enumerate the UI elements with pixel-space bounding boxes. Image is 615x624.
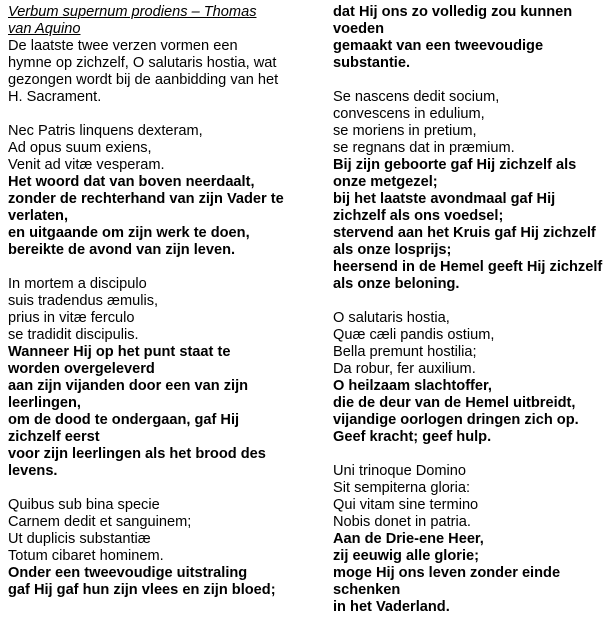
stanza-4-dutch [333, 157, 613, 293]
latin-line: se tradidit discipulis. [8, 327, 139, 343]
latin-line: Ad opus suum exiens, [8, 140, 152, 156]
dutch-line: gemaakt van een tweevoudige [333, 38, 544, 54]
latin-line: Bella premunt hostilia; [333, 344, 477, 360]
latin-line: Qui vitam sine termino [333, 497, 479, 513]
dutch-line: heersend in de Hemel geeft Hij zichzelf [333, 259, 603, 275]
dutch-line: zij eeuwig alle glorie; [333, 548, 479, 564]
latin-line: Uni trinoque Domino [333, 463, 467, 479]
latin-line: se regnans dat in præmium. [333, 140, 515, 156]
dutch-line: Onder een tweevoudige uitstraling [8, 565, 248, 581]
stanza-1-dutch [8, 174, 304, 259]
stanza-3-dutch-continued [333, 4, 613, 72]
latin-line: se moriens in pretium, [333, 123, 477, 139]
dutch-line: Aan de Drie-ene Heer, [333, 531, 484, 547]
intro-line: gezongen wordt bij de aanbidding van het [8, 72, 279, 88]
dutch-line: Wanneer Hij op het punt staat te [8, 344, 231, 360]
dutch-line: om de dood te ondergaan, gaf Hij [8, 412, 240, 428]
dutch-line: Geef kracht; geef hulp. [333, 429, 492, 445]
dutch-line: substantie. [333, 55, 411, 71]
title-line: van Aquino [8, 21, 81, 37]
stanza-5-dutch [333, 378, 613, 446]
intro-line: De laatste twee verzen vormen een [8, 38, 238, 54]
latin-line: Quæ cæli pandis ostium, [333, 327, 495, 343]
dutch-line: O heilzaam slachtoffer, [333, 378, 492, 394]
dutch-line: worden overgeleverd [8, 361, 155, 377]
dutch-line: stervend aan het Kruis gaf Hij zichzelf [333, 225, 596, 241]
stanza-2-latin [8, 276, 304, 344]
latin-line: Sit sempiterna gloria: [333, 480, 471, 496]
dutch-line: dat Hij ons zo volledig zou kunnen [333, 4, 573, 20]
right-column [333, 4, 613, 616]
dutch-line: gaf Hij gaf hun zijn vlees en zijn bloed; [8, 582, 276, 598]
stanza-6-dutch [333, 531, 613, 616]
stanza-5-latin [333, 310, 613, 378]
dutch-line: aan zijn vijanden door een van zijn [8, 378, 249, 394]
latin-line: Quibus sub bina specie [8, 497, 160, 513]
dutch-line: leerlingen, [8, 395, 81, 411]
latin-line: convescens in edulium, [333, 106, 485, 122]
latin-line: Nec Patris linquens dexteram, [8, 123, 203, 139]
dutch-line: als onze losprijs; [333, 242, 452, 258]
dutch-line: Het woord dat van boven neerdaalt, [8, 174, 255, 190]
dutch-line: zonder de rechterhand van zijn Vader te [8, 191, 284, 207]
title-line: Verbum supernum prodiens – Thomas [8, 4, 257, 20]
latin-line: Ut duplicis substantiæ [8, 531, 151, 547]
latin-line: Nobis donet in patria. [333, 514, 471, 530]
stanza-3-latin [8, 497, 304, 565]
dutch-line: bereikte de avond van zijn leven. [8, 242, 236, 258]
dutch-line: voor zijn leerlingen als het brood des [8, 446, 266, 462]
dutch-line: schenken [333, 582, 401, 598]
dutch-line: levens. [8, 463, 58, 479]
stanza-1-latin [8, 123, 304, 174]
dutch-line: zichzelf als ons voedsel; [333, 208, 504, 224]
dutch-line: bij het laatste avondmaal gaf Hij [333, 191, 556, 207]
intro-line: hymne op zichzelf, O salutaris hostia, wat [8, 55, 277, 71]
latin-line: prius in vitæ ferculo [8, 310, 135, 326]
dutch-line: en uitgaande om zijn werk te doen, [8, 225, 250, 241]
stanza-6-latin [333, 463, 613, 531]
stanza-2-dutch [8, 344, 304, 480]
dutch-line: die de deur van de Hemel uitbreidt, [333, 395, 576, 411]
dutch-line: verlaten, [8, 208, 69, 224]
latin-line: In mortem a discipulo [8, 276, 147, 292]
document-title [8, 4, 304, 38]
latin-line: Se nascens dedit socium, [333, 89, 500, 105]
stanza-4-latin [333, 89, 613, 157]
latin-line: Totum cibaret hominem. [8, 548, 164, 564]
latin-line: Da robur, fer auxilium. [333, 361, 476, 377]
intro-paragraph [8, 38, 304, 106]
left-column [8, 4, 304, 599]
dutch-line: in het Vaderland. [333, 599, 450, 615]
dutch-line: Bij zijn geboorte gaf Hij zichzelf als [333, 157, 577, 173]
dutch-line: als onze beloning. [333, 276, 460, 292]
latin-line: Venit ad vitæ vesperam. [8, 157, 165, 173]
intro-line: H. Sacrament. [8, 89, 102, 105]
latin-line: suis tradendus æmulis, [8, 293, 159, 309]
latin-line: O salutaris hostia, [333, 310, 450, 326]
dutch-line: moge Hij ons leven zonder einde [333, 565, 561, 581]
dutch-line: vijandige oorlogen dringen zich op. [333, 412, 579, 428]
dutch-line: voeden [333, 21, 385, 37]
dutch-line: zichzelf eerst [8, 429, 100, 445]
stanza-3-dutch [8, 565, 304, 599]
latin-line: Carnem dedit et sanguinem; [8, 514, 192, 530]
dutch-line: onze metgezel; [333, 174, 438, 190]
